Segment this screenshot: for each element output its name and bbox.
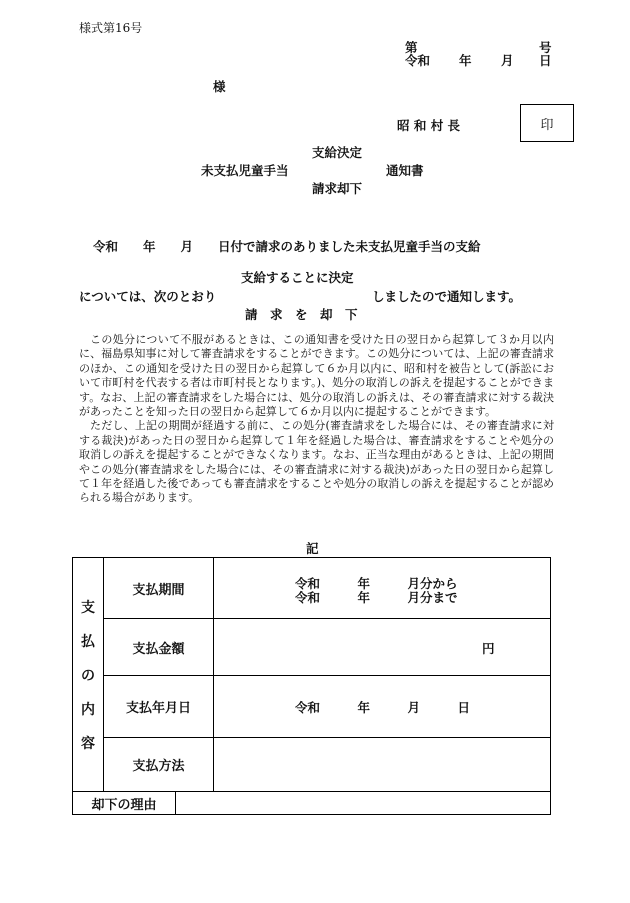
doc-number-prefix: 第 <box>405 40 418 55</box>
payment-content-group-label <box>73 558 103 791</box>
statement-line1: 令和 年 月 日付で請求のありました未支払児童手当の支給 <box>93 239 481 254</box>
doc-number-suffix: 号 <box>539 40 552 55</box>
date-day-unit: 日 <box>539 53 552 68</box>
notice-paragraph-1: この処分について不服があるときは、この通知書を受けた日の翌日から起算して３か月以内に、福島県知事に対して審査請求をすることができます。この処分については、上記の審査請求のほか、この通知を受けた日の翌日から起算して６か月以内に、昭和村を被告として(訴訟において市町村を代表する者は市町村長となります。)、処分の取消しの訴えを提起することができます。なお、上記の審査請求をした場合には、処分の取消しの訴えは、その審査請求に対する裁決があったことを知った日の翌日から起算して６か月以内に提起することができます。 <box>79 333 554 419</box>
amount-unit: 円 <box>482 641 495 656</box>
date-month-unit: 月 <box>501 53 514 68</box>
addressee-suffix: 様 <box>213 79 226 94</box>
seal-label: 印 <box>540 117 554 133</box>
table-divider <box>175 791 176 814</box>
title-option-reject: 請求却下 <box>312 181 363 196</box>
group-char: 払 <box>81 633 95 650</box>
issuer-name: 昭 和 村 長 <box>397 118 461 133</box>
group-char: 容 <box>81 735 95 752</box>
statement-option-reject: 請 求 を 却 下 <box>245 307 358 322</box>
statement-line2-right: しましたので通知します。 <box>372 289 522 304</box>
period-label: 支払期間 <box>132 582 185 598</box>
date-label: 支払年月日 <box>125 701 191 716</box>
group-char: の <box>81 667 95 684</box>
payment-date-value: 令和 年 月 日 <box>295 700 471 715</box>
method-label: 支払方法 <box>132 759 185 774</box>
amount-label: 支払金額 <box>132 641 185 657</box>
record-heading: 記 <box>306 541 319 556</box>
payment-details-table <box>72 557 551 815</box>
title-main-right: 通知書 <box>386 163 424 178</box>
group-char: 内 <box>81 701 95 718</box>
title-main-left: 未支払児童手当 <box>201 163 289 178</box>
title-option-payment: 支給決定 <box>312 145 363 160</box>
date-era: 令和 <box>405 53 431 68</box>
notice-paragraph-2: ただし、上記の期間が経過する前に、この処分(審査請求をした場合には、その審査請求に対する裁決)があった日の翌日から起算して１年を経過した場合は、審査請求をすることや処分の取消しの訴えを提起することができなくなります。なお、正当な理由があるときは、上記の期間やこの処分(審査請求をした場合には、その審査請求に対する裁決)があった日の翌日から起算して１年を経過した後であっても審査請求をすることや処分の取消しの訴えを提起することが認められる場合があります。 <box>79 419 554 505</box>
statement-option-payment: 支給することに決定 <box>241 270 354 285</box>
date-year-unit: 年 <box>459 53 472 68</box>
appeal-notice <box>79 333 554 506</box>
period-to: 令和 年 月分まで <box>295 590 458 605</box>
reject-reason-label: 却下の理由 <box>91 797 157 813</box>
period-from: 令和 年 月分から <box>295 576 458 591</box>
seal-box <box>520 104 574 142</box>
statement-line2-left: については、次のとおり <box>79 289 217 304</box>
group-char: 支 <box>81 599 95 616</box>
form-number: 様式第16号 <box>79 21 143 35</box>
